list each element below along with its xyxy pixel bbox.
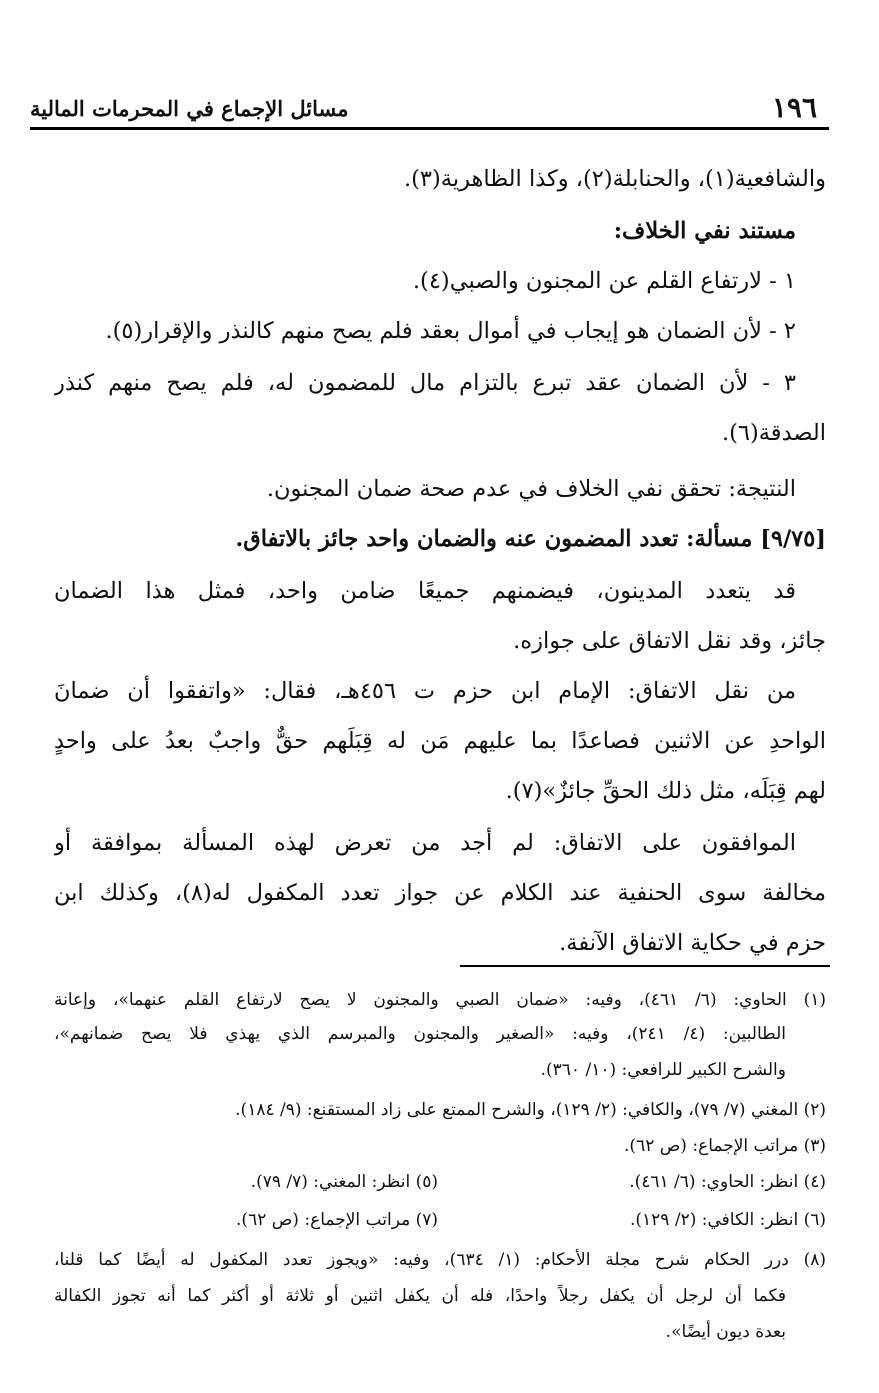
footnote-line: فكما أن لرجل أن يكفل رجلاً واحدًا، فله أن يكفل اثنين أو ثلاثة أو أكثر كما أنه تجوز الكفالة: [54, 1286, 786, 1306]
footnote-line: بعدة ديون أيضًا».: [665, 1322, 786, 1342]
running-title: مسائل الإجماع في المحرمات المالية: [30, 96, 349, 121]
body-line: ٢ - لأن الضمان هو إيجاب في أموال بعقد فلم يصح منهم كالنذر والإقرار(٥).: [105, 318, 796, 344]
body-line: الموافقون على الاتفاق: لم أجد من تعرض لهذه المسألة بموافقة أو: [54, 830, 796, 856]
footnote-row: [54, 1204, 826, 1236]
footnote-item: (٥) انظر: المغني: (٧/ ٧٩).: [250, 1172, 438, 1192]
body-line: الصدقة(٦).: [721, 420, 826, 446]
section-heading: مستند نفي الخلاف:: [613, 218, 796, 244]
body-line: ١ - لارتفاع القلم عن المجنون والصبي(٤).: [412, 268, 796, 294]
footnote-line: (٢) المغني (٧/ ٧٩)، والكافي: (٢/ ١٢٩)، والشرح الممتع على زاد المستقنع: (٩/ ١٨٤).: [235, 1100, 826, 1120]
footnote-item: (٧) مراتب الإجماع: (ص ٦٢).: [236, 1210, 438, 1230]
body-line: والشافعية(١)، والحنابلة(٢)، وكذا الظاهرية(٣).: [403, 166, 826, 192]
footnote-line: (١) الحاوي: (٦/ ٤٦١)، وفيه: «ضمان الصبي والمجنون لا يصح لارتفاع القلم عنهما»، وإعانة: [54, 990, 826, 1010]
body-line: جائز، وقد نقل الاتفاق على جوازه.: [513, 628, 826, 654]
body-line: مخالفة سوى الحنفية عند الكلام عن جواز تعدد المكفول له(٨)، وكذلك ابن: [54, 880, 826, 906]
footnote-line: (٨) درر الحكام شرح مجلة الأحكام: (١/ ٦٣٤)، وفيه: «ويجوز تعدد المكفول له أيضًا كما قلنا،: [54, 1250, 826, 1270]
footnote-item: (٦) انظر: الكافي: (٢/ ١٢٩).: [630, 1210, 826, 1230]
result-line: النتيجة: تحقق نفي الخلاف في عدم صحة ضمان المجنون.: [266, 476, 796, 502]
body-line: حزم في حكاية الاتفاق الآنفة.: [559, 930, 826, 956]
body-line: ٣ - لأن الضمان عقد تبرع بالتزام مال للمضمون له، فلم يصح منهم كنذر: [54, 370, 796, 396]
footnote-row: [54, 1166, 826, 1198]
footnote-line: والشرح الكبير للرافعي: (١٠/ ٣٦٠).: [540, 1060, 786, 1080]
body-line: لهم قِبَلَه، مثل ذلك الحقِّ جائزٌ»(٧).: [505, 778, 826, 804]
issue-heading: [٩/٧٥] مسألة: تعدد المضمون عنه والضمان واحد جائز بالاتفاق.: [235, 526, 826, 552]
page-header: [30, 88, 829, 130]
footnote-item: (٤) انظر: الحاوي: (٦/ ٤٦١).: [629, 1172, 826, 1192]
footnote-line: (٣) مراتب الإجماع: (ص ٦٢).: [624, 1136, 826, 1156]
footnote-rule: [460, 965, 830, 967]
page-number: ١٩٦: [771, 91, 817, 124]
body-line: قد يتعدد المدينون، فيضمنهم جميعًا ضامن واحد، فمثل هذا الضمان: [54, 578, 796, 604]
footnote-line: الطالبين: (٤/ ٢٤١)، وفيه: «الصغير والمجنون والمبرسم الذي يهذي فلا يصح ضمانهم»،: [54, 1024, 787, 1044]
body-line: الواحدِ عن الاثنين فصاعدًا بما عليهم مَن له قِبَلَهم حقٌّ واجبٌ بعدُ على واحدٍ: [54, 728, 826, 754]
header-rule: [30, 127, 829, 130]
body-line: من نقل الاتفاق: الإمام ابن حزم ت ٤٥٦هـ، فقال: «واتفقوا أن ضمانَ: [54, 678, 796, 704]
